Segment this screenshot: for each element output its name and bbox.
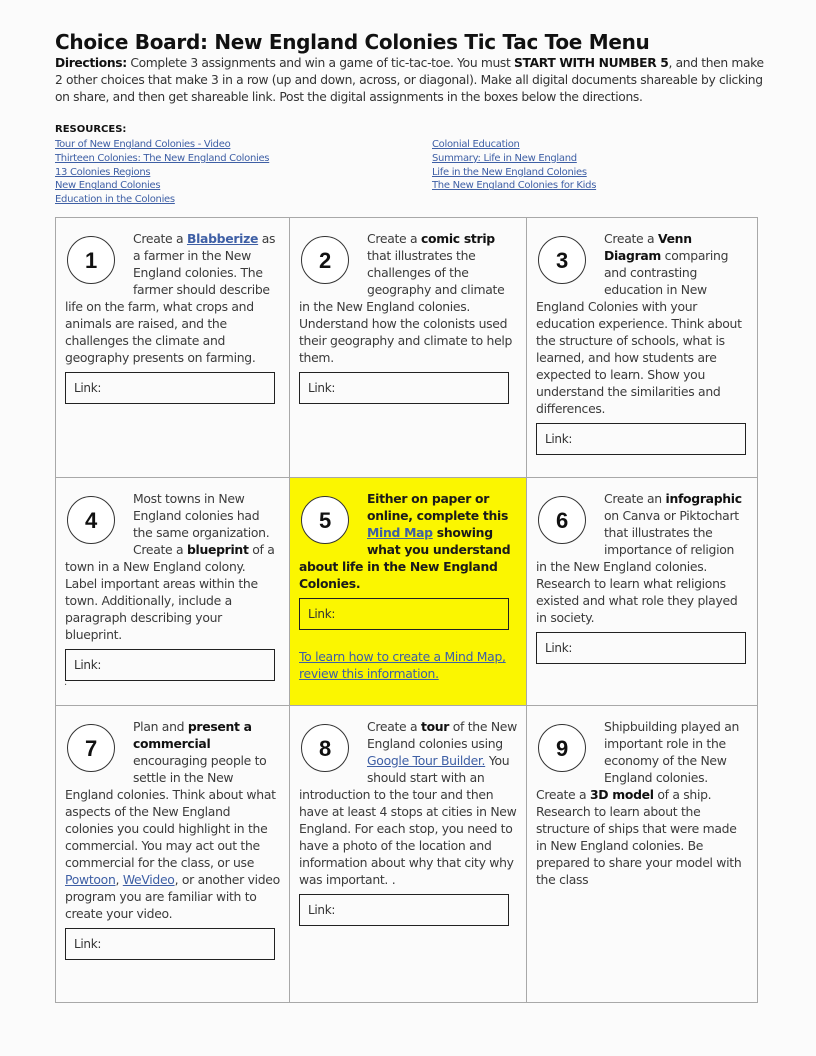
choice-board-grid [55, 217, 758, 1003]
number-circle-icon: 4 [67, 496, 115, 544]
blabberize-link[interactable]: Blabberize [186, 231, 259, 246]
cell-text: Create a [604, 231, 658, 246]
cell-text: Most towns in New England colonies had the same organization. Create a [133, 491, 270, 557]
resources-label: RESOURCES: [55, 124, 127, 135]
choice-cell-3 [527, 218, 757, 478]
link-field-7[interactable]: Link: [65, 928, 275, 960]
link-field-3[interactable]: Link: [536, 423, 746, 455]
resource-link[interactable]: The New England Colonies for Kids [432, 180, 597, 192]
resource-link[interactable]: Colonial Education [432, 139, 520, 150]
cell-text: on Canva or Piktochart that illustrates the importance of religion in the New England colonies. Research to learn what religions existed and what role they played in society. [536, 508, 739, 625]
directions-label: Directions: [55, 56, 127, 70]
cell-text: of a town in a New England colony. Label important areas within the town. Additionally, include a paragraph describing your blueprint. [65, 542, 275, 642]
number-circle-icon: 9 [538, 724, 586, 772]
cell-text: of a ship. Research to learn about the structure of ships that were made in New England colonies. Be prepared to share your model with the class [536, 787, 742, 887]
number-circle-icon: 8 [301, 724, 349, 772]
cell-text: Create a [367, 231, 421, 246]
cell-text: You should start with an introduction to the tour and then have at least 4 stops at cities in New England. For each stop, you need to have a photo of the location and information about why that city why was important. . [299, 753, 517, 887]
link-field-2[interactable]: Link: [299, 372, 509, 404]
resource-link[interactable]: Life in the New England Colonies [432, 166, 587, 178]
cell-bold-text: 3D model [589, 787, 654, 802]
cell-bold-text: comic strip [420, 231, 495, 246]
cell-text: Create a [133, 231, 187, 246]
cell-text: as a farmer in the New England colonies. The farmer should describe life on the farm, what crops and animals are raised, and the challenges the climate and geography presents on farming. [65, 231, 276, 365]
choice-cell-1 [56, 218, 290, 478]
link-field-6[interactable]: Link: [536, 632, 746, 664]
cell-bold-text: blueprint [186, 542, 249, 557]
cell-text: showing what you understand about life in the New England Colonies. [299, 525, 511, 591]
powtoon-link[interactable]: Powtoon [65, 872, 116, 887]
cell-text: , [115, 872, 123, 887]
number-circle-icon: 3 [538, 236, 586, 284]
resource-link[interactable]: Education in the Colonies [55, 194, 175, 206]
cell-text: Create an [604, 491, 666, 506]
link-field-5[interactable]: Link: [299, 598, 509, 630]
directions-start-number: START WITH NUMBER 5 [514, 56, 669, 70]
number-circle-icon: 5 [301, 496, 349, 544]
choice-cell-6 [527, 478, 757, 706]
cell-text: that illustrates the challenges of the geography and climate in the New England colonies. Understand how the colonists used their geography and climate to help them. [299, 248, 513, 365]
resource-link[interactable]: New England Colonies [55, 180, 161, 192]
cell-text: of the New England colonies using [367, 719, 517, 751]
resources-right-list [432, 138, 596, 193]
directions-text-1: Complete 3 assignments and win a game of tic-tac-toe. You must [126, 56, 515, 70]
link-field-4[interactable]: Link: [65, 649, 275, 681]
number-circle-icon: 2 [301, 236, 349, 284]
resource-link[interactable]: Summary: Life in New England [432, 152, 577, 164]
mind-map-link[interactable]: Mind Map [367, 525, 433, 540]
directions-text-2: , and then make 2 other choices that make 3 in a row (up and down, across, or diagonal). Make all digital documents shareable by clicking on share, and then get shareable link. Post the digital assignments in the boxes below the directions. [55, 56, 764, 104]
number-circle-icon: 1 [67, 236, 115, 284]
choice-cell-7 [56, 706, 290, 1002]
cell-bold-text: tour [420, 719, 450, 734]
page-title: Choice Board: New England Colonies Tic Tac Toe Menu [55, 30, 650, 54]
cell-body [65, 490, 280, 643]
resource-link[interactable]: 13 Colonies Regions [55, 166, 151, 178]
stray-period: . [64, 677, 67, 688]
resources-left-list [55, 138, 269, 207]
cell-text: Plan and [133, 719, 188, 734]
cell-text: , or another video program you are familiar with to create your video. [65, 872, 280, 921]
cell-text: Either on paper or online, complete this [367, 491, 509, 523]
cell-text: comparing and contrasting education in New England Colonies with your education experience. Think about the structure of schools, what is learned, and how students are expected to learn. Show you understand the similarities and differences. [536, 248, 742, 416]
cell-body [299, 490, 517, 592]
choice-cell-2 [290, 218, 527, 478]
link-field-8[interactable]: Link: [299, 894, 509, 926]
cell-body [65, 718, 280, 922]
mind-map-info-link[interactable]: To learn how to create a Mind Map, review this information. [299, 649, 506, 681]
cell-body [536, 490, 748, 626]
choice-cell-5 [290, 478, 527, 706]
cell-text: Create a [367, 719, 421, 734]
number-circle-icon: 6 [538, 496, 586, 544]
google-tour-builder-link[interactable]: Google Tour Builder. [367, 753, 486, 768]
link-field-1[interactable]: Link: [65, 372, 275, 404]
cell-bold-text: present a commercial [133, 719, 252, 751]
cell-body [65, 230, 280, 366]
resource-link[interactable]: Tour of New England Colonies - Video [55, 139, 231, 150]
choice-cell-9 [527, 706, 757, 1002]
cell-bold-text: infographic [665, 491, 742, 506]
cell-body [536, 718, 748, 888]
resource-link[interactable]: Thirteen Colonies: The New England Colonies [55, 152, 270, 164]
number-circle-icon: 7 [67, 724, 115, 772]
cell-text: Shipbuilding played an important role in the economy of the New England colonies. Create a [536, 719, 740, 802]
cell-text: encouraging people to settle in the New England colonies. Think about what aspects of the New England colonies you could highlight in the commercial. You may act out the commercial for the class, or use [65, 753, 276, 870]
directions [55, 55, 767, 106]
wevideo-link[interactable]: WeVideo [122, 872, 175, 887]
choice-cell-8 [290, 706, 527, 1002]
cell-body [299, 718, 517, 888]
cell-body [299, 230, 517, 366]
cell-bold-text: Venn Diagram [604, 231, 692, 263]
choice-cell-4 [56, 478, 290, 706]
cell-body [536, 230, 748, 417]
